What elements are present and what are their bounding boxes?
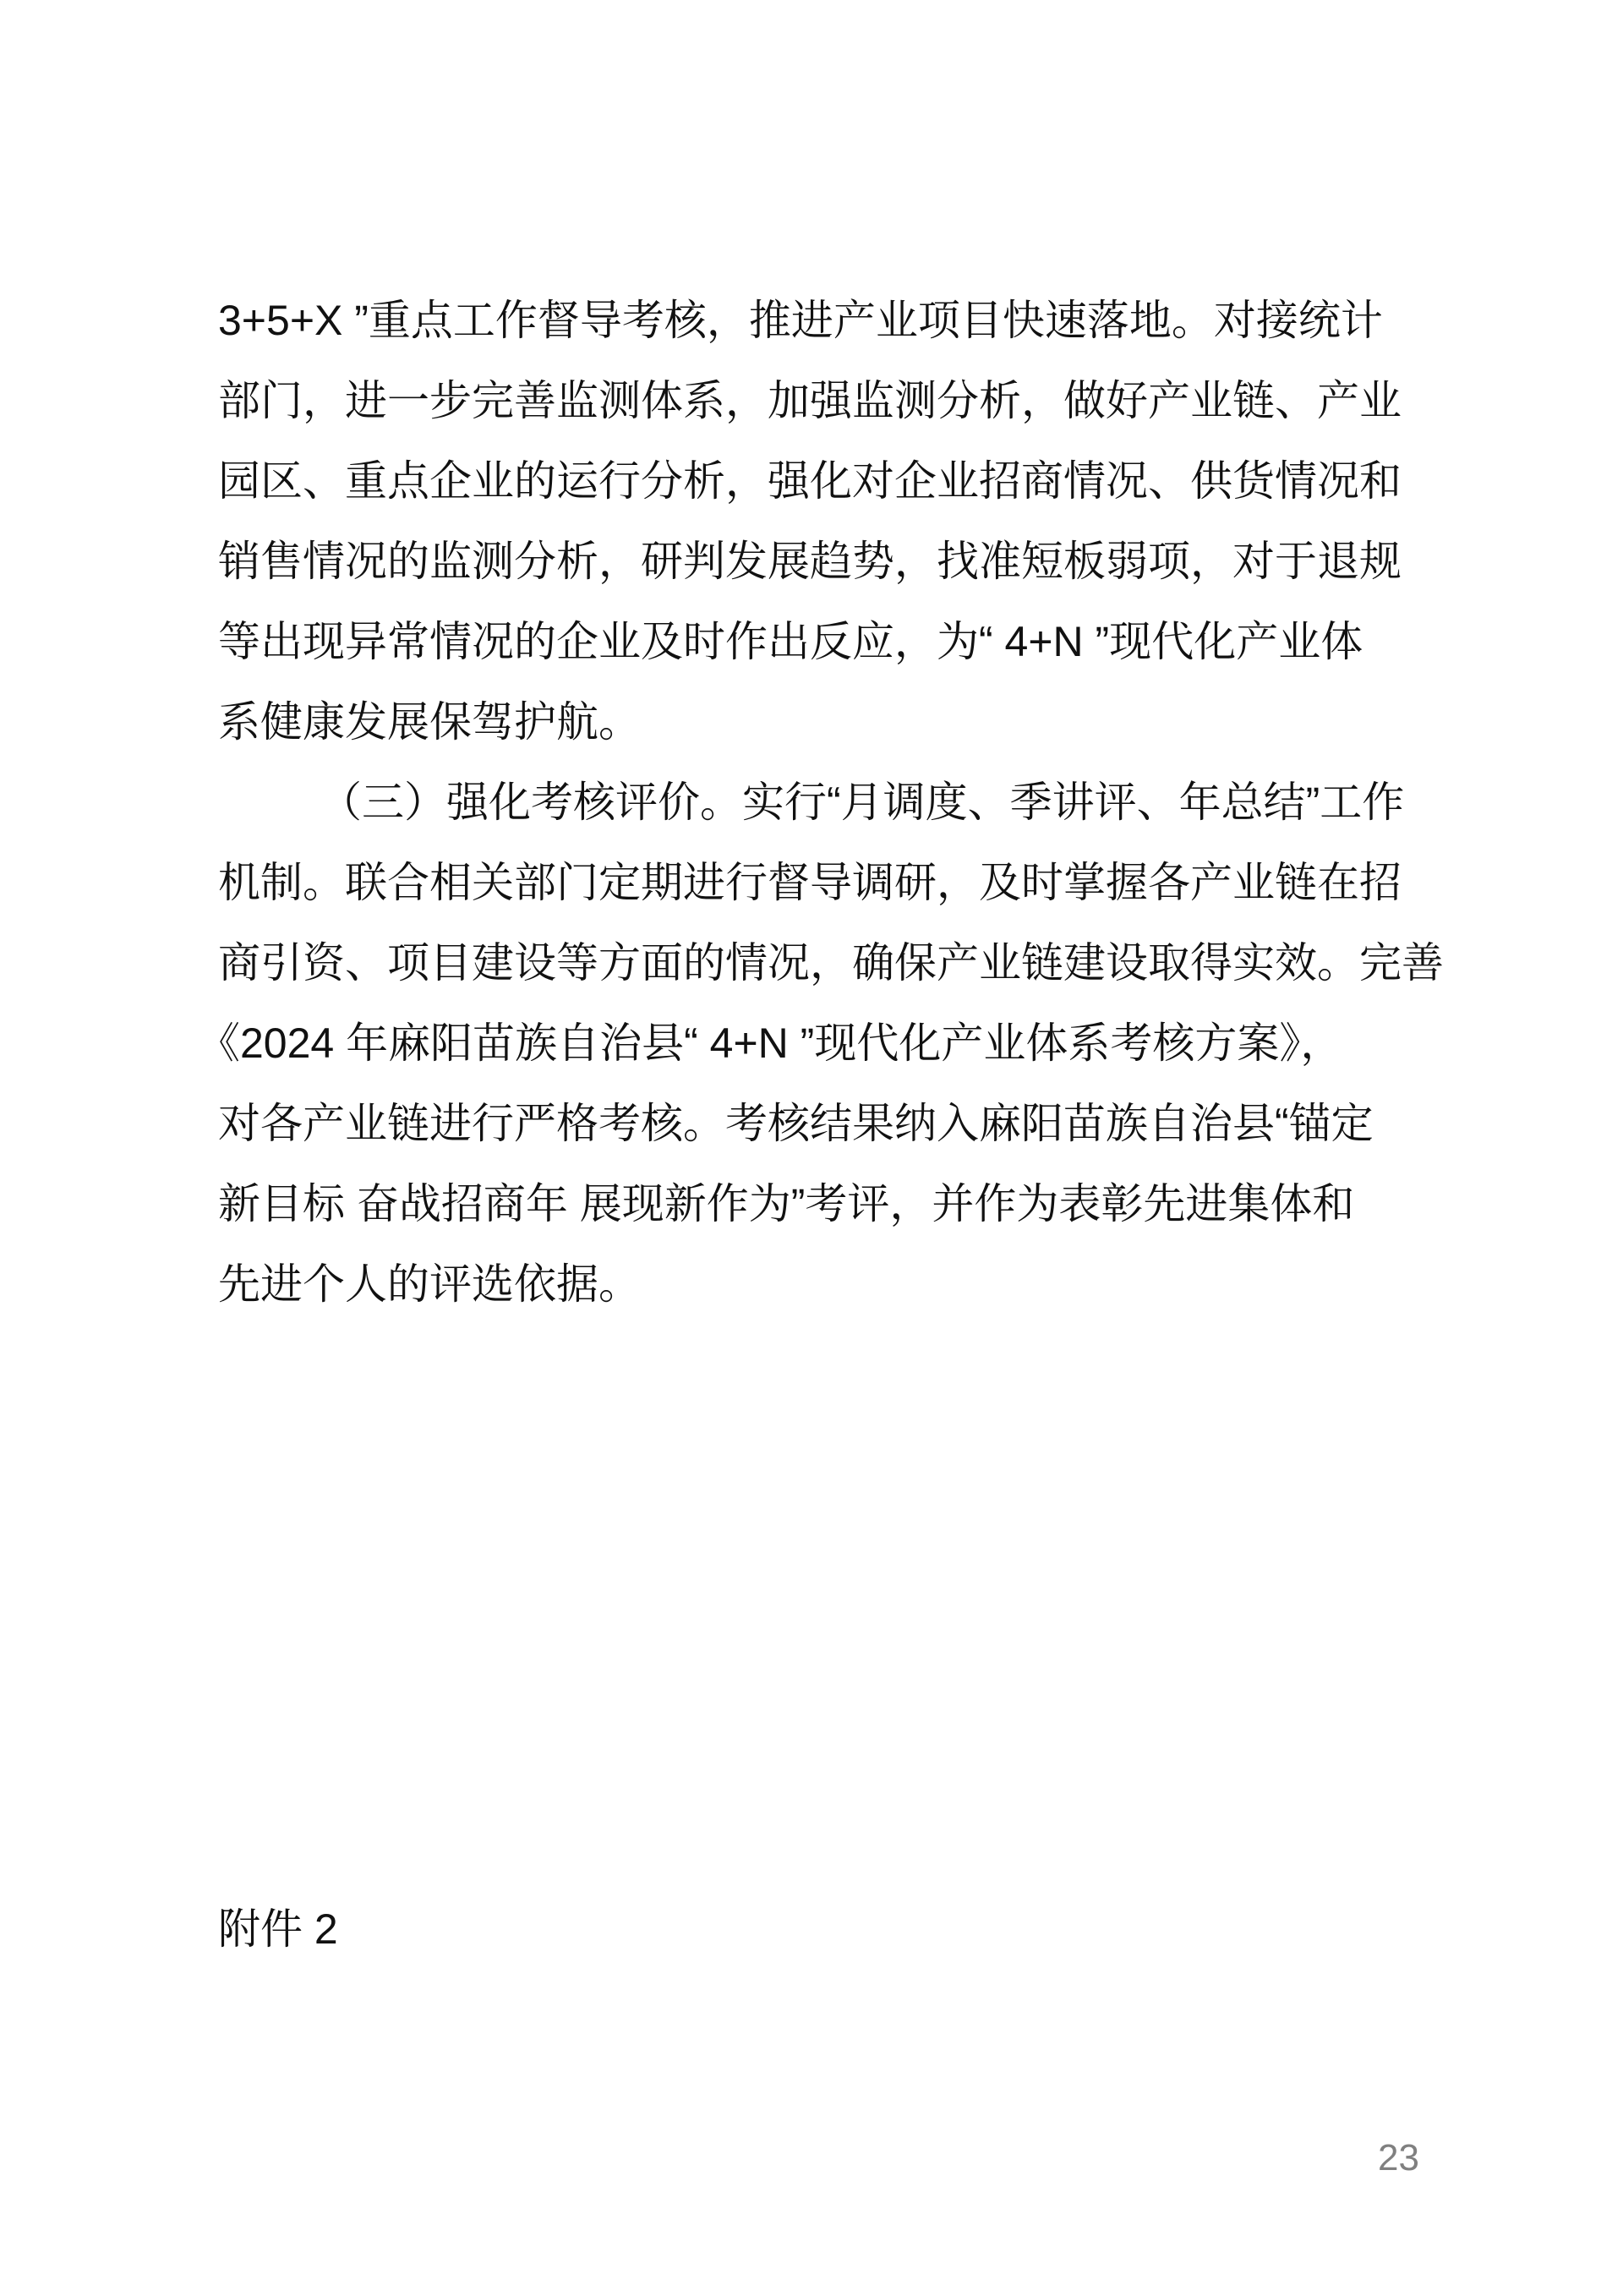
body-text-line: 等出现异常情况的企业及时作出反应，为“ 4+N ”现代化产业体 [218,618,1363,665]
body-text-line-section-heading: （三）强化考核评价。实行“月调度、季讲评、年总结”工作 [320,779,1405,826]
body-text-line: 部门，进一步完善监测体系，加强监测分析，做好产业链、产业 [218,377,1402,424]
body-text-line: 《2024 年麻阳苗族自治县“ 4+N ”现代化产业体系考核方案》， [198,1020,1343,1067]
body-text-block [198,281,1444,1325]
body-text-line: 系健康发展保驾护航。 [218,698,641,746]
body-text-line: 3+5+X ”重点工作督导考核，推进产业项目快速落地。对接统计 [218,297,1383,344]
attachment-label: 附件 2 [218,1905,338,1953]
body-text-line: 商引资、项目建设等方面的情况，确保产业链建设取得实效。完善 [218,939,1444,987]
body-text-line: 机制。联合相关部门定期进行督导调研，及时掌握各产业链在招 [218,859,1402,906]
body-text-line: 新目标 奋战招商年 展现新作为”考评，并作为表彰先进集体和 [218,1180,1355,1227]
body-text-line: 先进个人的评选依据。 [218,1260,641,1308]
body-text-line: 销售情况的监测分析，研判发展趋势，找准短板弱项，对于退规 [218,538,1402,585]
body-text-line: 园区、重点企业的运行分析，强化对企业招商情况、供货情况和 [218,457,1402,505]
page-number: 23 [1378,2137,1419,2178]
body-text-line: 对各产业链进行严格考核。考核结果纳入麻阳苗族自治县“锚定 [218,1100,1374,1147]
